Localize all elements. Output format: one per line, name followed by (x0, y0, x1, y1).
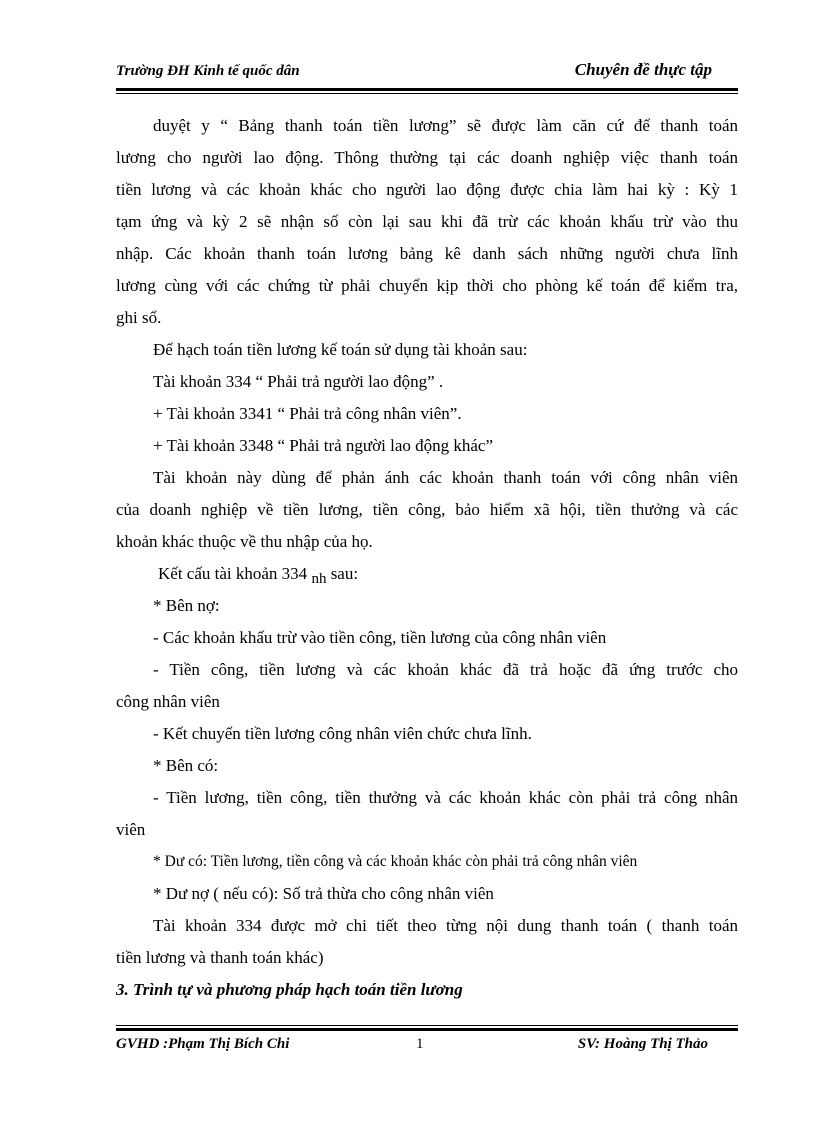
text-line: tiền lương và thanh toán khác) (116, 948, 324, 967)
text-line: * Bên nợ: (153, 596, 220, 615)
footer-rule-thick (116, 1028, 738, 1031)
text-line: nhập. Các khoản thanh toán lương bảng kê danh sách những người chưa lĩnh (116, 244, 738, 263)
ketcau-line (158, 564, 358, 585)
text-line: - Tiền lương, tiền công, tiền thưởng và các khoản khác còn phải trả công nhân (153, 788, 738, 807)
text-line: lương cho người lao động. Thông thường tại các doanh nghiệp việc thanh toán (116, 148, 738, 167)
text-line: - Các khoản khấu trừ vào tiền công, tiền lương của công nhân viên (153, 628, 607, 647)
text-line: + Tài khoản 3348 “ Phải trả người lao động khác” (153, 436, 494, 455)
text-line: Tài khoản này dùng để phản ánh các khoản thanh toán với công nhân viên (153, 468, 738, 487)
header-rule-thick (116, 88, 738, 91)
footer-advisor: GVHD :Phạm Thị Bích Chi (116, 1036, 290, 1052)
text-line: tiền lương và các khoản khác cho người lao động được chia làm hai kỳ : Kỳ 1 (116, 180, 738, 199)
ketcau-end: sau: (330, 564, 359, 583)
header-title: Chuyên đề thực tập (574, 60, 712, 79)
footer-rule-thin (116, 1025, 738, 1026)
page-footer (116, 1036, 738, 1060)
page-header (116, 58, 738, 88)
text-line: * Dư nợ ( nếu có): Số trả thừa cho công nhân viên (153, 884, 494, 903)
text-line: của doanh nghiệp về tiền lương, tiền công, bảo hiểm xã hội, tiền thưởng và các (116, 500, 738, 519)
text-line: ghi sổ. (116, 308, 162, 327)
section-heading: 3. Trình tự và phương pháp hạch toán tiền lương (116, 980, 463, 999)
page-number: 1 (416, 1036, 424, 1052)
text-line: * Dư có: Tiền lương, tiền công và các khoản khác còn phải trả công nhân viên (153, 853, 638, 870)
text-line: lương cùng với các chứng từ phải chuyển kịp thời cho phòng kế toán để kiểm tra, (116, 276, 738, 295)
text-line: - Tiền công, tiền lương và các khoản khác đã trả hoặc đã ứng trước cho (153, 660, 738, 679)
ketcau-text: Kết cấu tài khoản 334 (158, 564, 308, 583)
text-line: tạm ứng và kỳ 2 sẽ nhận số còn lại sau khi đã trừ các khoản khấu trừ vào thu (116, 212, 738, 231)
text-line: Tài khoản 334 được mở chi tiết theo từng nội dung thanh toán ( thanh toán (153, 916, 738, 935)
text-line: công nhân viên (116, 692, 220, 711)
header-rule-thin (116, 93, 738, 94)
text-line: - Kết chuyển tiền lương công nhân viên chức chưa lĩnh. (153, 724, 532, 743)
text-line: duyệt y “ Bảng thanh toán tiền lương” sẽ được làm căn cứ để thanh toán (153, 116, 738, 135)
text-line: khoản khác thuộc về thu nhập của họ. (116, 532, 373, 551)
text-line: Tài khoản 334 “ Phải trả người lao động” . (153, 372, 444, 391)
text-line: Để hạch toán tiền lương kế toán sử dụng tài khoản sau: (153, 340, 528, 359)
footer-student: SV: Hoàng Thị Thảo (577, 1036, 708, 1052)
header-school: Trường ĐH Kinh tế quốc dân (116, 63, 300, 79)
text-line: * Bên có: (153, 756, 219, 775)
ketcau-sub: nh (311, 571, 327, 587)
text-line: viên (116, 820, 146, 839)
text-line: + Tài khoản 3341 “ Phải trả công nhân viên”. (153, 404, 462, 423)
